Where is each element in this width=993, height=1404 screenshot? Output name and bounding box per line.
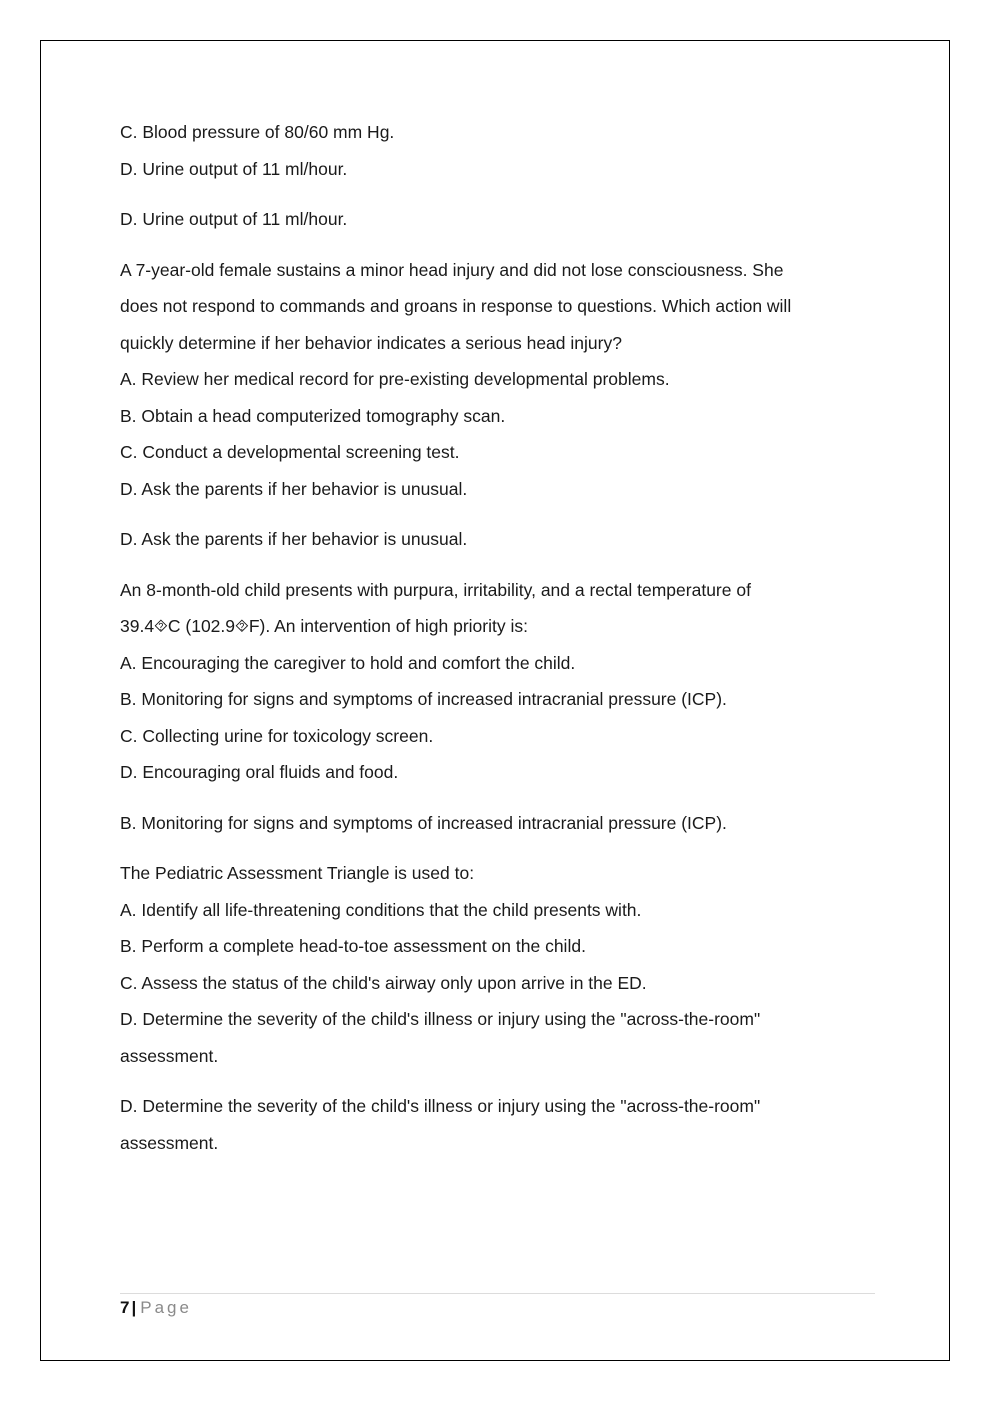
- option-d: D. Determine the severity of the child's illness or injury using the "across-the-room": [120, 1009, 761, 1029]
- answer: D. Ask the parents if her behavior is unusual.: [120, 529, 468, 549]
- option-c: C. Conduct a developmental screening test.: [120, 442, 460, 462]
- footer-divider: [120, 1293, 875, 1294]
- option-c: C. Assess the status of the child's airway only upon arrive in the ED.: [120, 972, 647, 993]
- answer: D. Determine the severity of the child's illness or injury using the "across-the-room": [120, 1096, 761, 1116]
- question-stem-line: 39.4⯑C (102.9⯑F). An intervention of high priority is:: [120, 616, 528, 636]
- option-d: D. Ask the parents if her behavior is unusual.: [120, 478, 468, 499]
- option-a: A. Review her medical record for pre-existing developmental problems.: [120, 369, 670, 389]
- option-b: B. Monitoring for signs and symptoms of increased intracranial pressure (ICP).: [120, 689, 727, 709]
- question-stem-line: quickly determine if her behavior indicates a serious head injury?: [120, 332, 622, 353]
- question-block-3: [120, 572, 880, 842]
- question-block-4: [120, 855, 880, 1161]
- page-number: 7: [120, 1298, 130, 1317]
- footer-separator: |: [131, 1298, 137, 1317]
- document-body: [120, 114, 880, 1161]
- option-c: C. Collecting urine for toxicology screen.: [120, 725, 434, 746]
- option-c: C. Blood pressure of 80/60 mm Hg.: [120, 122, 395, 142]
- option-b: B. Perform a complete head-to-toe assessment on the child.: [120, 936, 586, 956]
- question-stem-line: An 8-month-old child presents with purpura, irritability, and a rectal temperature of: [120, 579, 751, 600]
- question-block-2: [120, 252, 880, 558]
- question-stem-line: does not respond to commands and groans in response to questions. Which action will: [120, 296, 792, 316]
- option-a: A. Identify all life-threatening conditions that the child presents with.: [120, 899, 642, 920]
- option-d: D. Urine output of 11 ml/hour.: [120, 158, 348, 179]
- option-a: A. Encouraging the caregiver to hold and comfort the child.: [120, 652, 576, 673]
- option-d-continued: assessment.: [120, 1045, 219, 1066]
- answer: B. Monitoring for signs and symptoms of increased intracranial pressure (ICP).: [120, 812, 727, 833]
- question-stem-line: A 7-year-old female sustains a minor head injury and did not lose consciousness. She: [120, 259, 784, 280]
- question-block-1: [120, 114, 880, 238]
- answer: D. Urine output of 11 ml/hour.: [120, 209, 348, 229]
- option-d: D. Encouraging oral fluids and food.: [120, 762, 399, 782]
- option-b: B. Obtain a head computerized tomography scan.: [120, 405, 506, 426]
- answer-continued: assessment.: [120, 1132, 219, 1153]
- page-label: Page: [140, 1298, 192, 1317]
- page-footer: [120, 1296, 192, 1320]
- question-stem-line: The Pediatric Assessment Triangle is used to:: [120, 863, 475, 883]
